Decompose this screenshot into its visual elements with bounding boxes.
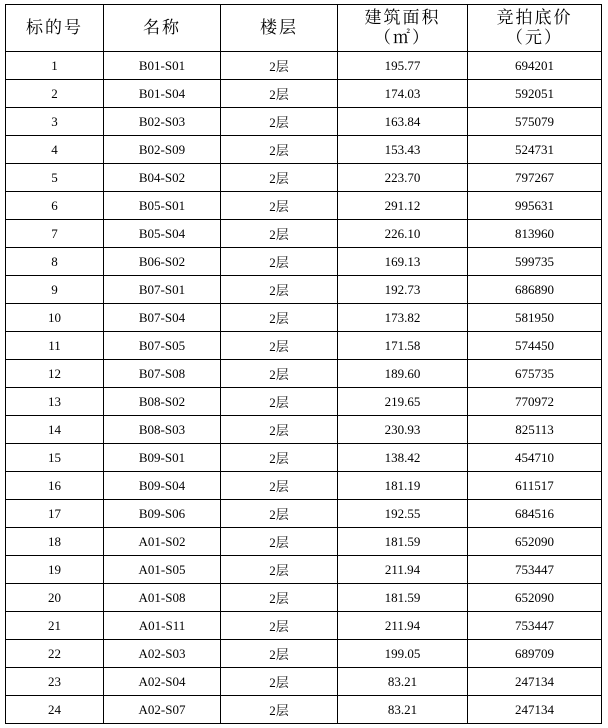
cell-area: 181.59 bbox=[338, 528, 468, 556]
table-row bbox=[6, 556, 602, 584]
cell-name: B02-S09 bbox=[104, 136, 221, 164]
table-header-row bbox=[6, 5, 602, 52]
cell-price: 652090 bbox=[468, 584, 602, 612]
cell-floor: 2层 bbox=[221, 668, 338, 696]
cell-lot-no: 14 bbox=[6, 416, 104, 444]
cell-price: 694201 bbox=[468, 52, 602, 80]
cell-lot-no: 11 bbox=[6, 332, 104, 360]
cell-name: B05-S01 bbox=[104, 192, 221, 220]
cell-lot-no: 3 bbox=[6, 108, 104, 136]
cell-floor: 2层 bbox=[221, 136, 338, 164]
table-row bbox=[6, 220, 602, 248]
cell-lot-no: 12 bbox=[6, 360, 104, 388]
header-area-unit: （㎡） bbox=[374, 28, 431, 47]
cell-lot-no: 17 bbox=[6, 500, 104, 528]
cell-price: 247134 bbox=[468, 668, 602, 696]
cell-area: 226.10 bbox=[338, 220, 468, 248]
header-floor: 楼层 bbox=[221, 5, 338, 52]
cell-area: 173.82 bbox=[338, 304, 468, 332]
header-price-label: 竞拍底价 bbox=[496, 8, 573, 27]
cell-lot-no: 19 bbox=[6, 556, 104, 584]
cell-name: B09-S01 bbox=[104, 444, 221, 472]
cell-area: 174.03 bbox=[338, 80, 468, 108]
cell-area: 230.93 bbox=[338, 416, 468, 444]
cell-price: 689709 bbox=[468, 640, 602, 668]
cell-floor: 2层 bbox=[221, 52, 338, 80]
cell-floor: 2层 bbox=[221, 80, 338, 108]
table-row bbox=[6, 192, 602, 220]
header-price bbox=[468, 5, 602, 52]
cell-area: 195.77 bbox=[338, 52, 468, 80]
cell-floor: 2层 bbox=[221, 416, 338, 444]
cell-floor: 2层 bbox=[221, 528, 338, 556]
cell-name: A01-S02 bbox=[104, 528, 221, 556]
cell-name: B07-S08 bbox=[104, 360, 221, 388]
cell-price: 592051 bbox=[468, 80, 602, 108]
cell-area: 181.19 bbox=[338, 472, 468, 500]
table-body bbox=[6, 52, 602, 724]
table-row bbox=[6, 584, 602, 612]
cell-price: 995631 bbox=[468, 192, 602, 220]
cell-area: 171.58 bbox=[338, 332, 468, 360]
cell-area: 181.59 bbox=[338, 584, 468, 612]
cell-floor: 2层 bbox=[221, 304, 338, 332]
header-name: 名称 bbox=[104, 5, 221, 52]
cell-price: 675735 bbox=[468, 360, 602, 388]
cell-lot-no: 7 bbox=[6, 220, 104, 248]
cell-floor: 2层 bbox=[221, 220, 338, 248]
table-row bbox=[6, 640, 602, 668]
table-row bbox=[6, 668, 602, 696]
cell-name: A01-S05 bbox=[104, 556, 221, 584]
cell-price: 581950 bbox=[468, 304, 602, 332]
cell-area: 192.73 bbox=[338, 276, 468, 304]
cell-price: 797267 bbox=[468, 164, 602, 192]
cell-name: B08-S02 bbox=[104, 388, 221, 416]
cell-name: B07-S05 bbox=[104, 332, 221, 360]
cell-area: 219.65 bbox=[338, 388, 468, 416]
cell-lot-no: 5 bbox=[6, 164, 104, 192]
cell-price: 684516 bbox=[468, 500, 602, 528]
cell-lot-no: 20 bbox=[6, 584, 104, 612]
cell-name: B04-S02 bbox=[104, 164, 221, 192]
cell-floor: 2层 bbox=[221, 332, 338, 360]
cell-lot-no: 1 bbox=[6, 52, 104, 80]
cell-name: B01-S01 bbox=[104, 52, 221, 80]
cell-name: A01-S08 bbox=[104, 584, 221, 612]
cell-floor: 2层 bbox=[221, 472, 338, 500]
cell-lot-no: 10 bbox=[6, 304, 104, 332]
cell-floor: 2层 bbox=[221, 584, 338, 612]
cell-area: 169.13 bbox=[338, 248, 468, 276]
cell-area: 189.60 bbox=[338, 360, 468, 388]
cell-lot-no: 24 bbox=[6, 696, 104, 724]
cell-area: 291.12 bbox=[338, 192, 468, 220]
cell-name: B07-S04 bbox=[104, 304, 221, 332]
table-row bbox=[6, 108, 602, 136]
header-area bbox=[338, 5, 468, 52]
cell-floor: 2层 bbox=[221, 640, 338, 668]
table-row bbox=[6, 52, 602, 80]
cell-name: B06-S02 bbox=[104, 248, 221, 276]
cell-price: 574450 bbox=[468, 332, 602, 360]
table-row bbox=[6, 444, 602, 472]
cell-lot-no: 13 bbox=[6, 388, 104, 416]
cell-lot-no: 6 bbox=[6, 192, 104, 220]
table-row bbox=[6, 164, 602, 192]
cell-lot-no: 23 bbox=[6, 668, 104, 696]
cell-floor: 2层 bbox=[221, 108, 338, 136]
table-row bbox=[6, 136, 602, 164]
cell-floor: 2层 bbox=[221, 500, 338, 528]
cell-lot-no: 21 bbox=[6, 612, 104, 640]
table-row bbox=[6, 696, 602, 724]
cell-name: A02-S04 bbox=[104, 668, 221, 696]
table-row bbox=[6, 248, 602, 276]
cell-lot-no: 16 bbox=[6, 472, 104, 500]
cell-floor: 2层 bbox=[221, 248, 338, 276]
cell-floor: 2层 bbox=[221, 388, 338, 416]
cell-floor: 2层 bbox=[221, 360, 338, 388]
cell-floor: 2层 bbox=[221, 612, 338, 640]
cell-area: 211.94 bbox=[338, 556, 468, 584]
cell-area: 192.55 bbox=[338, 500, 468, 528]
cell-floor: 2层 bbox=[221, 276, 338, 304]
cell-lot-no: 8 bbox=[6, 248, 104, 276]
cell-lot-no: 18 bbox=[6, 528, 104, 556]
table-row bbox=[6, 276, 602, 304]
cell-price: 575079 bbox=[468, 108, 602, 136]
table-row bbox=[6, 612, 602, 640]
header-lot-no: 标的号 bbox=[6, 5, 104, 52]
cell-price: 611517 bbox=[468, 472, 602, 500]
cell-price: 753447 bbox=[468, 556, 602, 584]
cell-name: A02-S07 bbox=[104, 696, 221, 724]
cell-price: 454710 bbox=[468, 444, 602, 472]
cell-floor: 2层 bbox=[221, 556, 338, 584]
table-row bbox=[6, 304, 602, 332]
header-price-unit: （元） bbox=[506, 28, 563, 47]
cell-area: 163.84 bbox=[338, 108, 468, 136]
cell-price: 813960 bbox=[468, 220, 602, 248]
cell-area: 223.70 bbox=[338, 164, 468, 192]
cell-lot-no: 15 bbox=[6, 444, 104, 472]
header-area-label: 建筑面积 bbox=[364, 8, 441, 27]
cell-price: 825113 bbox=[468, 416, 602, 444]
table-row bbox=[6, 360, 602, 388]
cell-lot-no: 4 bbox=[6, 136, 104, 164]
table-row bbox=[6, 388, 602, 416]
cell-price: 753447 bbox=[468, 612, 602, 640]
cell-floor: 2层 bbox=[221, 444, 338, 472]
cell-name: A02-S03 bbox=[104, 640, 221, 668]
cell-price: 247134 bbox=[468, 696, 602, 724]
cell-name: B09-S04 bbox=[104, 472, 221, 500]
cell-name: B05-S04 bbox=[104, 220, 221, 248]
cell-area: 199.05 bbox=[338, 640, 468, 668]
cell-lot-no: 2 bbox=[6, 80, 104, 108]
cell-price: 524731 bbox=[468, 136, 602, 164]
cell-area: 83.21 bbox=[338, 668, 468, 696]
cell-name: B09-S06 bbox=[104, 500, 221, 528]
table-row bbox=[6, 416, 602, 444]
cell-price: 686890 bbox=[468, 276, 602, 304]
cell-lot-no: 9 bbox=[6, 276, 104, 304]
cell-floor: 2层 bbox=[221, 164, 338, 192]
auction-lot-table bbox=[5, 4, 602, 724]
cell-name: B07-S01 bbox=[104, 276, 221, 304]
cell-floor: 2层 bbox=[221, 192, 338, 220]
cell-price: 652090 bbox=[468, 528, 602, 556]
cell-price: 599735 bbox=[468, 248, 602, 276]
cell-lot-no: 22 bbox=[6, 640, 104, 668]
table-row bbox=[6, 528, 602, 556]
cell-name: B01-S04 bbox=[104, 80, 221, 108]
table-row bbox=[6, 500, 602, 528]
table-row bbox=[6, 472, 602, 500]
cell-name: B02-S03 bbox=[104, 108, 221, 136]
cell-name: B08-S03 bbox=[104, 416, 221, 444]
cell-price: 770972 bbox=[468, 388, 602, 416]
cell-area: 153.43 bbox=[338, 136, 468, 164]
cell-area: 83.21 bbox=[338, 696, 468, 724]
cell-name: A01-S11 bbox=[104, 612, 221, 640]
table-row bbox=[6, 80, 602, 108]
cell-area: 138.42 bbox=[338, 444, 468, 472]
cell-floor: 2层 bbox=[221, 696, 338, 724]
cell-area: 211.94 bbox=[338, 612, 468, 640]
table-row bbox=[6, 332, 602, 360]
